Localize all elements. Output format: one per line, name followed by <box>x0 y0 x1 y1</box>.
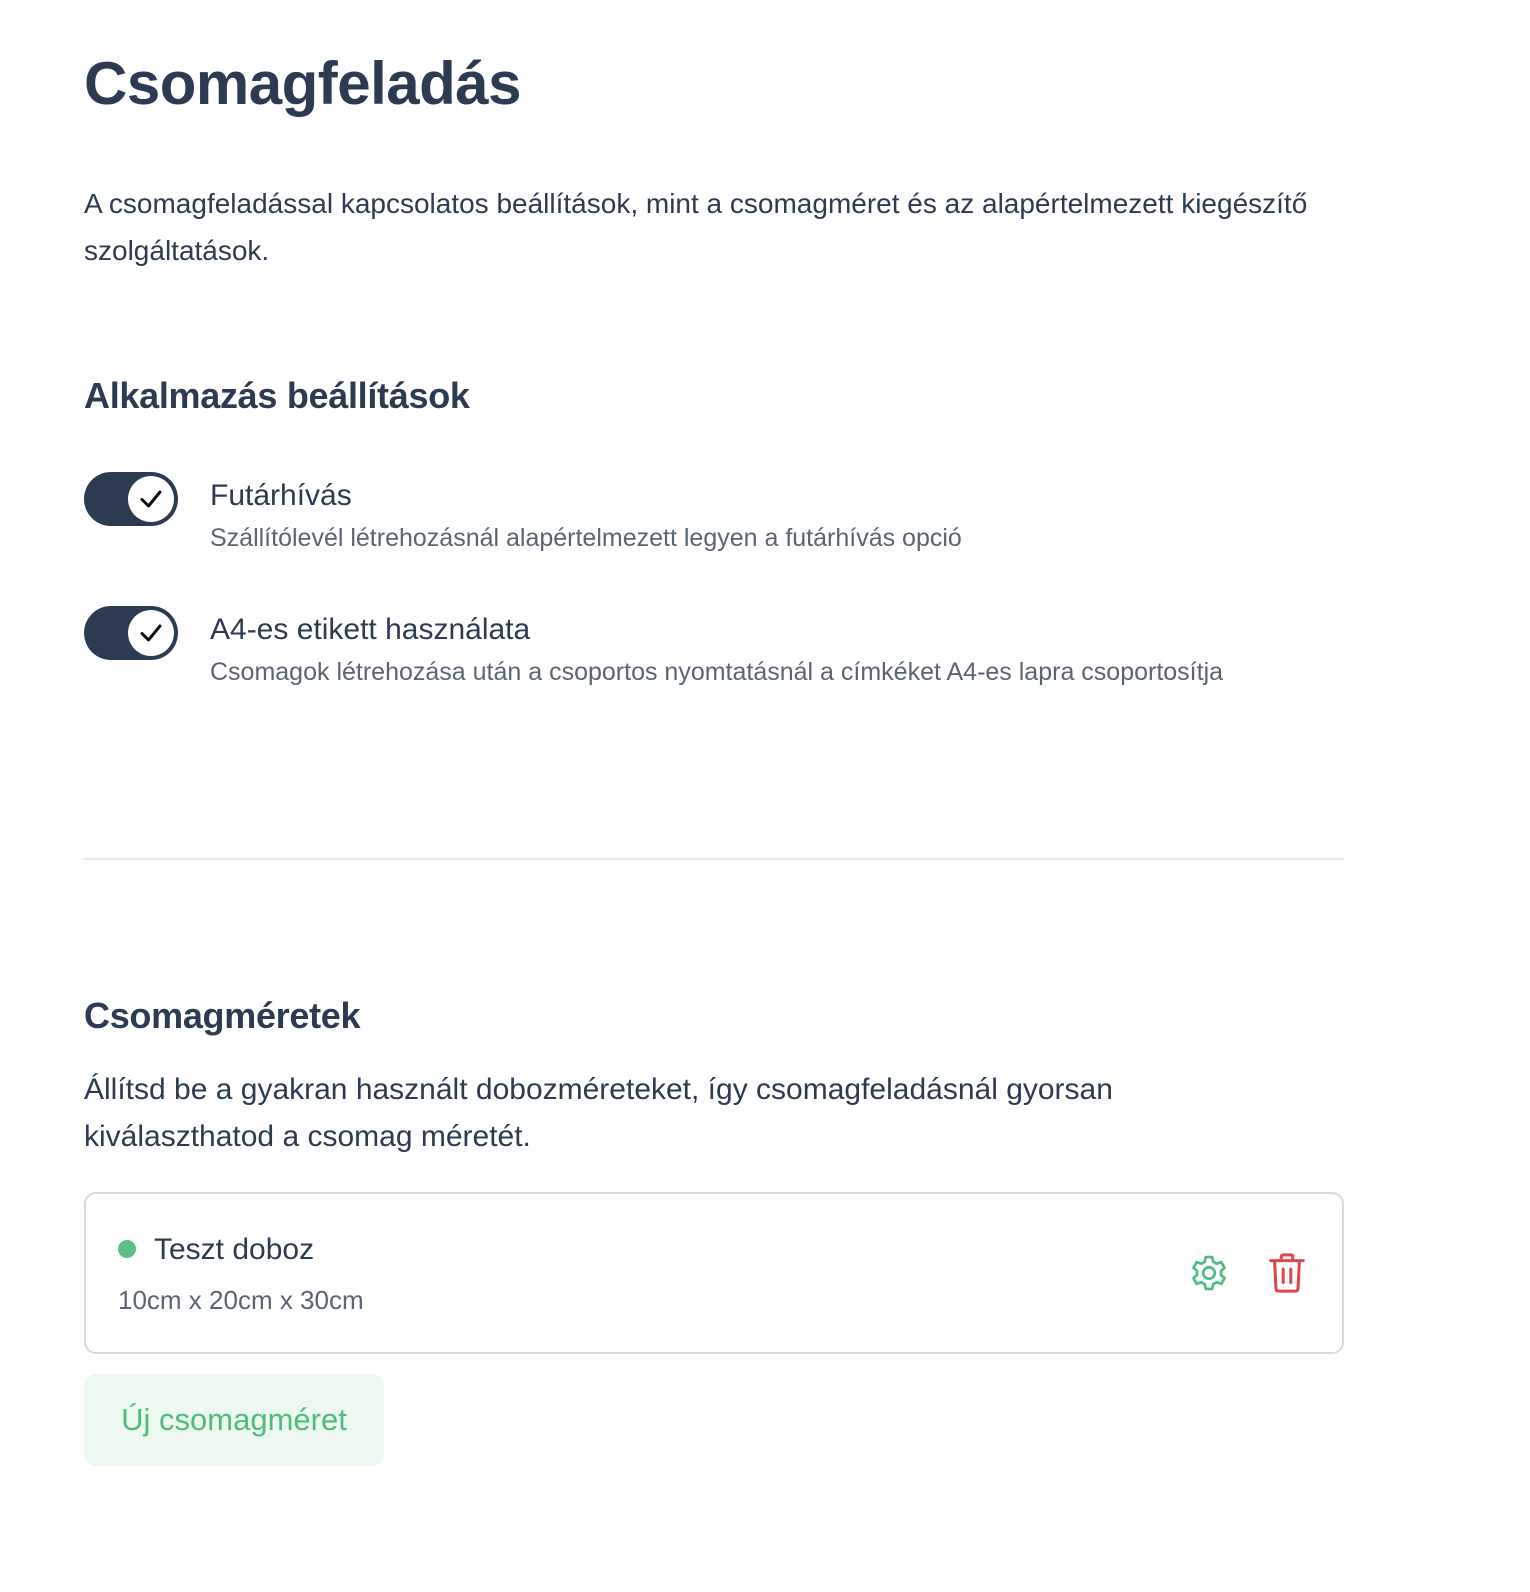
package-size-name: Teszt doboz <box>154 1233 315 1266</box>
setting-text <box>210 474 1230 558</box>
section-divider <box>84 858 1344 860</box>
setting-description: Csomagok létrehozása után a csoportos nyomtatásnál a címkéket A4-es lapra csoportosítja <box>210 658 1224 686</box>
new-package-size-button[interactable]: Új csomagméret <box>84 1374 384 1466</box>
courier-call-toggle[interactable] <box>84 472 178 526</box>
page-description: A csomagfeladással kapcsolatos beállítások, mint a csomagméret és az alapértelmezett kiegészítő szolgáltatások. <box>84 188 1308 266</box>
a4-label-toggle[interactable] <box>84 606 178 660</box>
app-settings-title: Alkalmazás beállítások <box>84 375 470 416</box>
status-dot <box>118 1240 136 1258</box>
edit-package-size-button[interactable] <box>1186 1250 1232 1296</box>
check-icon <box>139 621 163 645</box>
setting-description: Szállítólevél létrehozásnál alapértelmezett legyen a futárhívás opció <box>210 524 962 552</box>
setting-label: A4-es etikett használata <box>210 613 531 646</box>
gear-icon <box>1186 1250 1232 1296</box>
check-icon <box>139 487 163 511</box>
page-title: Csomagfeladás <box>84 50 521 117</box>
toggle-knob <box>128 610 174 656</box>
package-sizes-description: Állítsd be a gyakran használt dobozméreteket, így csomagfeladásnál gyorsan kiválaszthatod a csomag méretét. <box>84 1073 1113 1153</box>
trash-icon <box>1266 1250 1308 1296</box>
toggle-knob <box>128 476 174 522</box>
setting-text <box>210 608 1230 692</box>
package-size-card <box>84 1192 1344 1354</box>
delete-package-size-button[interactable] <box>1264 1250 1310 1296</box>
package-size-dimensions: 10cm x 20cm x 30cm <box>118 1285 364 1315</box>
setting-label: Futárhívás <box>210 479 352 512</box>
package-sizes-title: Csomagméretek <box>84 995 361 1036</box>
